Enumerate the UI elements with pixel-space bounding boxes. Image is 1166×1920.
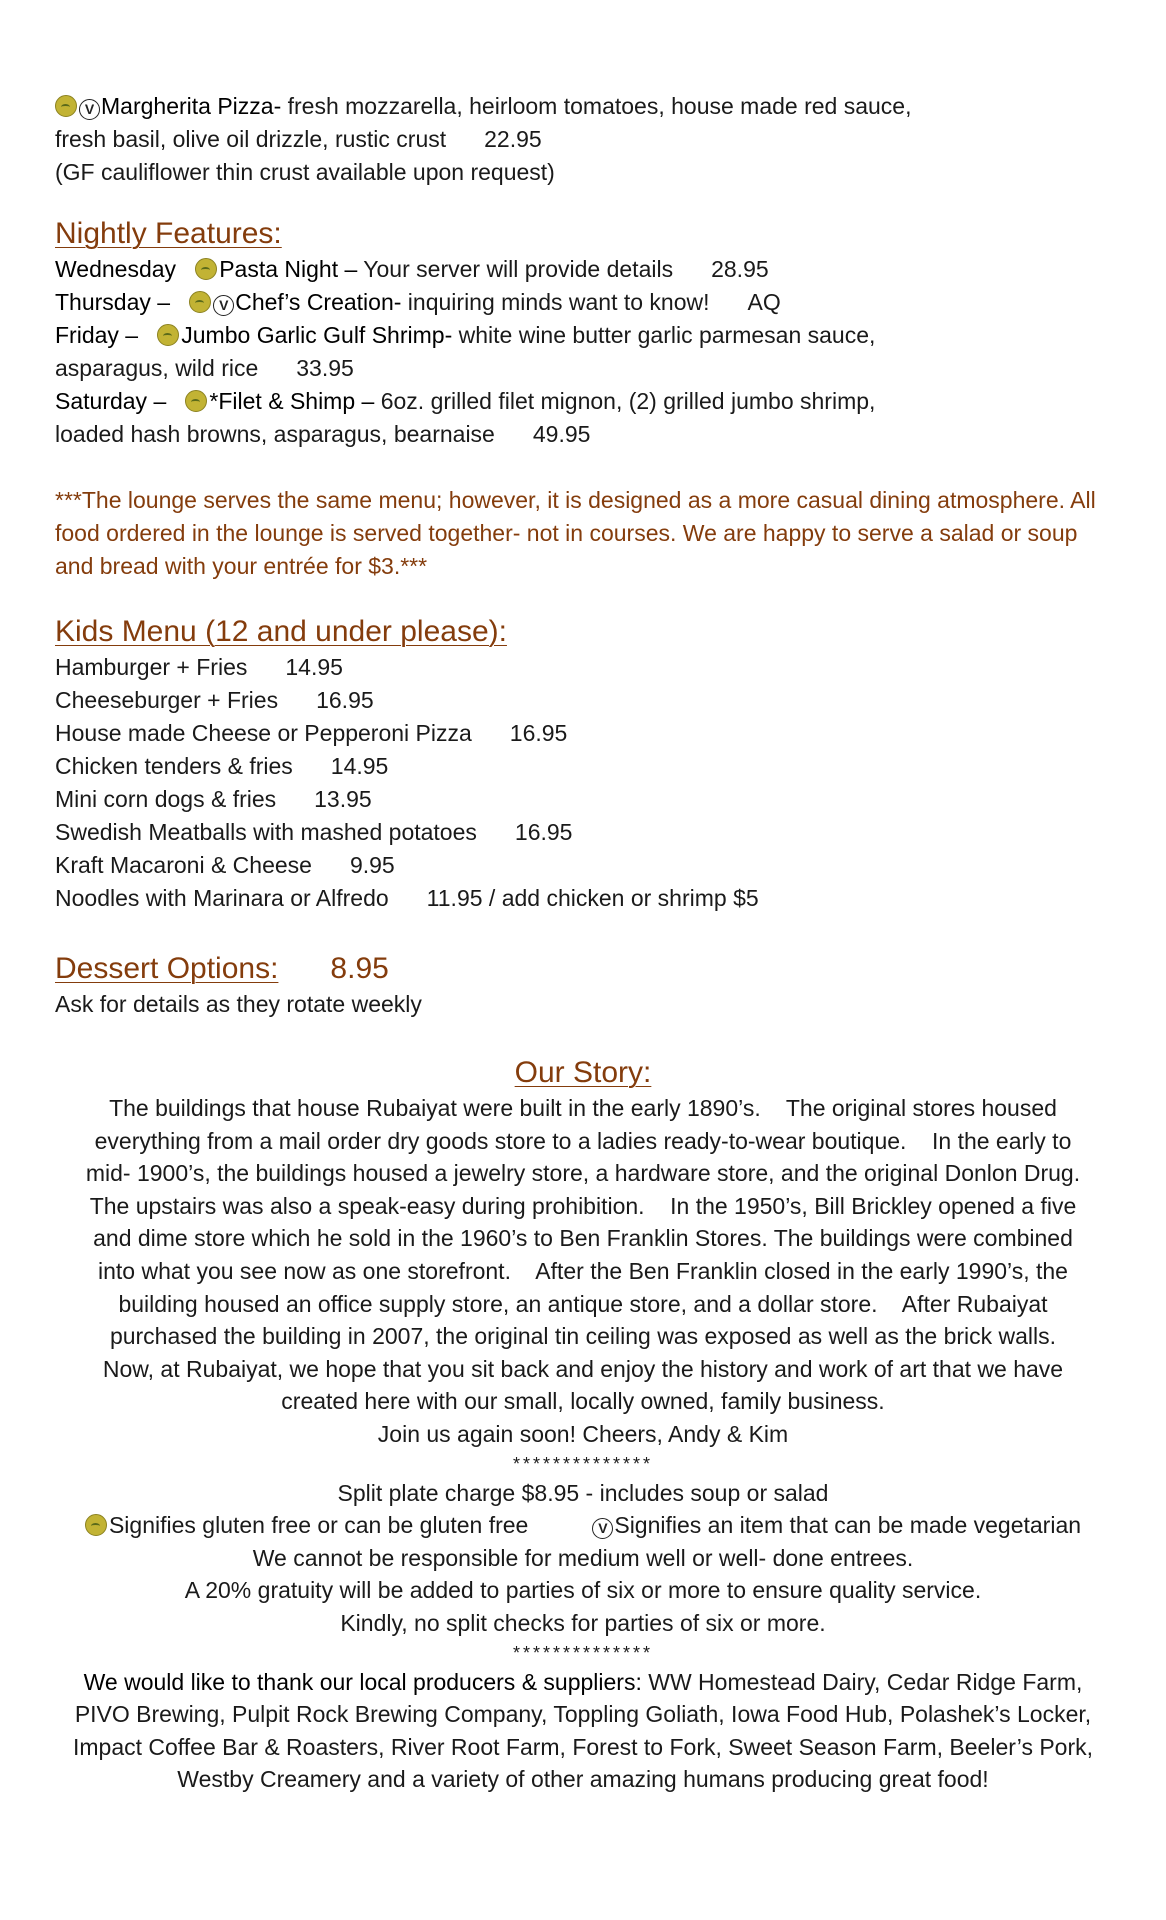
- friday-line: [55, 319, 1115, 352]
- wednesday-price: 28.95: [711, 256, 769, 282]
- vegetarian-icon: V: [592, 1518, 613, 1539]
- story-line: mid- 1900’s, the buildings housed a jewelry store, a hardware store, and the original Donlon Drug.: [85, 1160, 1081, 1187]
- nightly-heading: Nightly Features:: [55, 217, 282, 250]
- kids-item-price: 9.95: [349, 852, 395, 878]
- thursday-desc: inquiring minds want to know!: [401, 289, 710, 315]
- kids-item-price: 11.95 / add chicken or shrimp $5: [426, 885, 759, 911]
- saturday-price: 49.95: [532, 421, 591, 447]
- story-line: Now, at Rubaiyat, we hope that you sit back and enjoy the history and work of art that we have: [102, 1355, 1064, 1382]
- wednesday-day: Wednesday: [55, 256, 177, 282]
- kids-item-name: House made Cheese or Pepperoni Pizza: [55, 720, 472, 746]
- kids-item: [55, 849, 1115, 882]
- saturday-desc-2: loaded hash browns, asparagus, bearnaise: [55, 421, 495, 447]
- story-line: everything from a mail order dry goods store to a ladies ready-to-wear boutique. In the early to: [94, 1127, 1072, 1154]
- responsibility-note: We cannot be responsible for medium well or well- done entrees.: [252, 1544, 914, 1571]
- kids-item-price: 16.95: [316, 687, 374, 713]
- split-checks-note: Kindly, no split checks for parties of six or more.: [340, 1609, 826, 1636]
- gluten-free-legend: Signifies gluten free or can be gluten free: [108, 1512, 529, 1539]
- dessert-section: [55, 950, 1115, 1021]
- vegetarian-legend: Signifies an item that can be made vegetarian: [614, 1512, 1082, 1539]
- kids-item-name: Chicken tenders & fries: [55, 753, 293, 779]
- legend-line: [50, 1509, 1116, 1542]
- story-line: into what you see now as one storefront. After the Ben Franklin closed in the early 1990’s, the: [98, 1257, 1068, 1284]
- thanks-line-4: Westby Creamery and a variety of other amazing humans producing great food!: [177, 1766, 989, 1793]
- thanks-line-1: [50, 1666, 1116, 1699]
- gluten-free-icon: [85, 1514, 107, 1536]
- dessert-note: Ask for details as they rotate weekly: [55, 991, 422, 1017]
- kids-item-name: Noodles with Marinara or Alfredo: [55, 885, 389, 911]
- nightly-section: [55, 215, 1115, 451]
- wednesday-name: Pasta Night –: [219, 256, 358, 282]
- friday-day: Friday –: [55, 322, 139, 348]
- thanks-line-2: PIVO Brewing, Pulpit Rock Brewing Company, Toppling Goliath, Iowa Food Hub, Polashek’s Locker,: [74, 1701, 1092, 1728]
- saturday-day: Saturday –: [55, 388, 167, 414]
- kids-item: [55, 882, 1115, 915]
- margherita-section: [55, 90, 1115, 189]
- kids-heading: Kids Menu (12 and under please):: [55, 615, 507, 648]
- story-line: The upstairs was also a speak-easy during prohibition. In the 1950’s, Bill Brickley opened a five: [89, 1192, 1077, 1219]
- kids-item-price: 16.95: [509, 720, 568, 746]
- kids-item-price: 16.95: [514, 819, 573, 845]
- kids-item-price: 13.95: [314, 786, 372, 812]
- dessert-heading-line: [55, 950, 1115, 988]
- wednesday-desc: Your server will provide details: [357, 256, 674, 282]
- kids-item: [55, 750, 1115, 783]
- thursday-day: Thursday –: [55, 289, 171, 315]
- kids-item: [55, 816, 1115, 849]
- thursday-name: Chef’s Creation-: [235, 289, 402, 315]
- saturday-desc: 6oz. grilled filet mignon, (2) grilled jumbo shrimp,: [374, 388, 876, 414]
- thursday-line: [55, 286, 1115, 319]
- saturday-line-2: [55, 418, 1115, 451]
- kids-item: [55, 684, 1115, 717]
- thursday-price: AQ: [747, 289, 781, 315]
- gluten-free-icon: [157, 324, 179, 346]
- thanks-lead: We would like to thank our local producers & suppliers:: [83, 1668, 642, 1695]
- story-line: created here with our small, locally owned, family business.: [281, 1388, 885, 1415]
- margherita-name: Margherita Pizza-: [101, 93, 282, 119]
- kids-item-price: 14.95: [285, 654, 343, 680]
- kids-item-name: Swedish Meatballs with mashed potatoes: [55, 819, 477, 845]
- dessert-price: 8.95: [330, 952, 389, 985]
- kids-item-name: Cheeseburger + Fries: [55, 687, 279, 713]
- lounge-note: ***The lounge serves the same menu; however, it is designed as a more casual dining atmosphere. All food ordered in the lounge is served together- not in courses. We are happy to serve a salad or soup and bread with your entrée for $3.***: [55, 487, 1096, 579]
- story-line: The buildings that house Rubaiyat were built in the early 1890’s. The original stores housed: [109, 1095, 1057, 1121]
- gluten-free-icon: [189, 291, 211, 313]
- kids-item-name: Mini corn dogs & fries: [55, 786, 277, 812]
- friday-line-2: [55, 352, 1115, 385]
- margherita-line-2: [55, 123, 1115, 156]
- story-heading: Our Story:: [514, 1056, 652, 1089]
- dessert-heading: Dessert Options:: [55, 952, 279, 985]
- kids-section: [55, 613, 1115, 915]
- margherita-note: (GF cauliflower thin crust available upon request): [55, 159, 555, 185]
- story-line: and dime store which he sold in the 1960’s to Ben Franklin Stores. The buildings were combined: [93, 1225, 1073, 1252]
- thanks-suppliers-1: WW Homestead Dairy, Cedar Ridge Farm,: [641, 1668, 1083, 1695]
- gluten-free-icon: [195, 258, 217, 280]
- story-line: purchased the building in 2007, the original tin ceiling was exposed as well as the brick walls.: [109, 1323, 1057, 1350]
- kids-item-name: Hamburger + Fries: [55, 654, 248, 680]
- saturday-line: [55, 385, 1115, 418]
- friday-desc: white wine butter garlic parmesan sauce,: [452, 322, 876, 348]
- margherita-price: 22.95: [484, 126, 542, 152]
- kids-item: [55, 783, 1115, 816]
- kids-item-name: Kraft Macaroni & Cheese: [55, 852, 312, 878]
- story-signoff: Join us again soon! Cheers, Andy & Kim: [377, 1420, 789, 1447]
- gluten-free-icon: [185, 390, 207, 412]
- margherita-desc-2: fresh basil, olive oil drizzle, rustic crust: [55, 126, 447, 152]
- divider-stars: **************: [512, 1453, 654, 1474]
- story-section: [50, 1054, 1116, 1796]
- vegetarian-icon: V: [213, 295, 234, 316]
- thanks-line-3: Impact Coffee Bar & Roasters, River Root Farm, Forest to Fork, Sweet Season Farm, Beeler’s Pork,: [72, 1733, 1094, 1760]
- saturday-name: *Filet & Shimp –: [209, 388, 375, 414]
- gratuity-note: A 20% gratuity will be added to parties of six or more to ensure quality service.: [184, 1577, 982, 1604]
- gluten-free-icon: [55, 95, 77, 117]
- split-plate-charge: Split plate charge $8.95 - includes soup or salad: [337, 1479, 829, 1506]
- friday-price: 33.95: [296, 355, 354, 381]
- kids-item: [55, 717, 1115, 750]
- margherita-desc: fresh mozzarella, heirloom tomatoes, house made red sauce,: [281, 93, 912, 119]
- wednesday-line: [55, 253, 1115, 286]
- kids-item-price: 14.95: [330, 753, 389, 779]
- margherita-line-1: [55, 90, 1115, 123]
- divider-stars: **************: [512, 1642, 654, 1663]
- friday-name: Jumbo Garlic Gulf Shrimp-: [181, 322, 453, 348]
- story-line: building housed an office supply store, an antique store, and a dollar store. After Rubaiyat: [118, 1290, 1048, 1317]
- friday-desc-2: asparagus, wild rice: [55, 355, 259, 381]
- vegetarian-icon: V: [79, 99, 100, 120]
- kids-item: [55, 651, 1115, 684]
